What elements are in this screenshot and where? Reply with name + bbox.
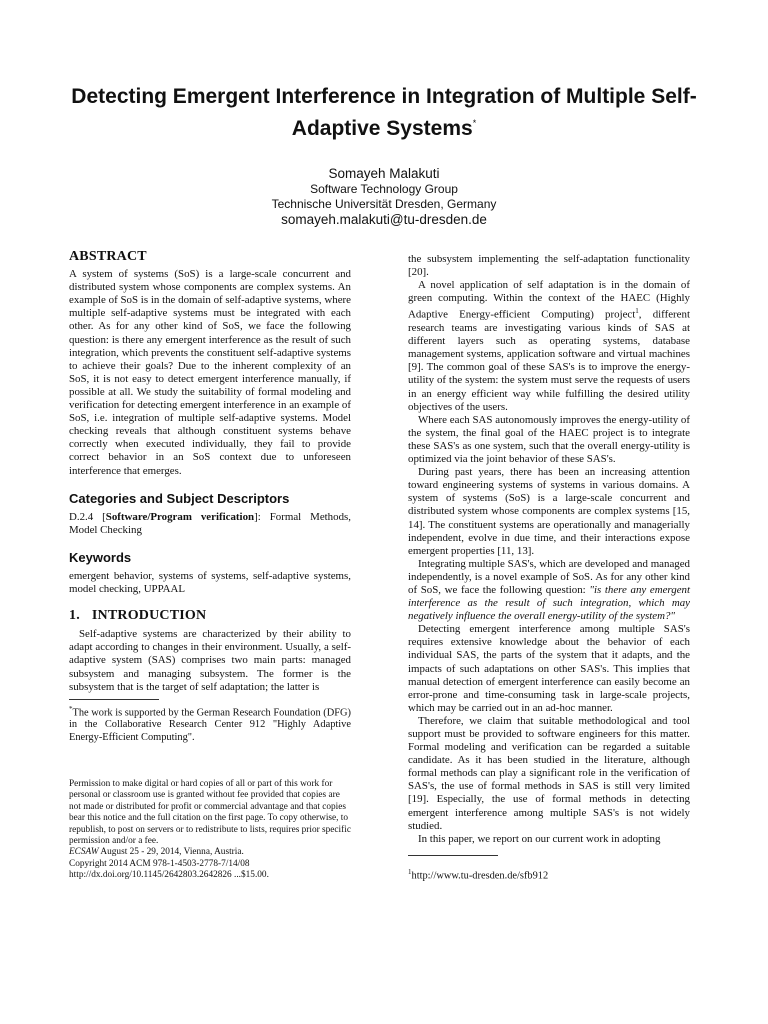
paper-title-text: Detecting Emergent Interference in Integration of Multiple Self-Adaptive Systems [71, 85, 697, 140]
categories-heading: Categories and Subject Descriptors [69, 490, 290, 506]
categories-code: D.2.4 [ [69, 510, 106, 523]
intro-title: INTRODUCTION [91, 608, 207, 624]
intro-paragraph-1: Self-adaptive systems are characterized by their ability to adapt according to changes in their environment. Usually, a self-adaptive system (SAS) comprises two main parts: managed subsystem and managing subsystem. The former is the subsystem that is the target of self adaptation; the latter is [69, 628, 351, 693]
paper-title [40, 84, 728, 142]
right-paragraph-4: During past years, there has been an increasing attention toward engineering systems of systems in various domains. A system of systems (SoS) is a large-scale concurrent and distributed system whose components are complex systems [15, 14]. The constituent systems are operationally and managerially independent, evolve in due time, and their interactions expose emergent properties [11, 13]. [408, 466, 690, 557]
author-email[interactable]: somayeh.malakuti@tu-dresden.de [281, 212, 487, 227]
venue-name: ECSAW [69, 847, 99, 858]
permission-doi[interactable]: http://dx.doi.org/10.1145/2642803.2642826 ...$15.00. [69, 870, 269, 881]
footnote-star-mark: * [69, 704, 73, 713]
right-p2-fnref[interactable]: 1 [635, 307, 639, 316]
author-name: Somayeh Malakuti [328, 166, 440, 181]
right-p5-quote: "is there any emergent interference as the result of such integration, which may negatively influence the overall energy-utility of the system?" [408, 583, 690, 623]
right-p2-b: , different research teams are investigating various kinds of SAS at different layers such as operating systems, database management systems, application software and virtual machines [9]. The common goal of these SAS's is to improve the energy-utility of the system: the system must serve the requests of users in an energy efficient way while fulfilling the desired utility objectives of the users. [408, 309, 690, 413]
right-paragraph-1: the subsystem implementing the self-adaptation functionality [20]. [408, 253, 690, 279]
right-paragraph-2 [408, 279, 690, 414]
abstract-text: A system of systems (SoS) is a large-scale concurrent and distributed system whose components are complex systems. An example of SoS is in the domain of self-adaptive systems, where multiple self-adaptive systems must be integrated with each other. As for any other kind of SoS, we face the following question: is there any emergent interference as the result of such integration, which prevents the constituent self-adaptive systems to achieve their goals? Due to the inherent complexity of an SoS, it is not easy to detect emergent interference manually, if possible at all. We study the suitability of formal modeling and verification for detecting emergent interference in an example of SoS, i.e. integration of multiple self-adaptive systems. Model checking reveals that although constituent systems behave correctly when executed individually, they fail to provide correct behavior in an SoS context due to unforeseen interference that emerges. [69, 268, 351, 477]
right-footnote-rule [408, 855, 498, 856]
right-paragraph-7: Therefore, we claim that suitable methodological and tool support must be provided to software engineers for this matter. Formal modeling and verification can be regarded a suitable candidate. As it has been studied in the literature, although formal methods can play a significant role in the verification of SAS's, the use of formal methods in SAS is still very limited [19]. Especially, the use of formal methods in detecting emergent interference among multiple SAS's is not widely studied. [408, 714, 690, 832]
intro-heading [69, 609, 351, 622]
permission-copyright: Copyright 2014 ACM 978-1-4503-2778-7/14/08 [69, 858, 250, 869]
abstract-heading: ABSTRACT [69, 249, 147, 264]
footnote-star [69, 703, 351, 744]
author-block [0, 165, 768, 228]
title-footnote-mark: * [472, 118, 477, 128]
footnote-1-mark: 1 [408, 868, 412, 877]
footnote-rule [69, 699, 159, 700]
right-paragraph-6: Detecting emergent interference among multiple SAS's requires extensive knowledge about the behavior of each individual SAS, the parts of the system that it adapts, and the impacts of such adaptations on other SAS's. This implies that manual detection of emergent interference can easily become an error-prone and time-consuming task in large-scale projects, which may be carried out in an ad-hoc manner. [408, 623, 690, 714]
left-column [69, 250, 351, 744]
right-paragraph-5 [408, 558, 690, 623]
author-institution: Technische Universität Dresden, Germany [271, 196, 497, 211]
footnote-1 [408, 866, 690, 883]
venue-details: August 25 - 29, 2014, Vienna, Austria. [98, 847, 244, 858]
right-p2-a: A novel application of self adaptation is in the domain of green computing. Within the context of the HAEC (Highly Adaptive Energy-efficient Computing) project [408, 279, 690, 321]
permission-text: Permission to make digital or hard copies of all or part of this work for personal or classroom use is granted without fee provided that copies are not made or distributed for profit or commercial advantage and that copies bear this notice and the full citation on the first page. To copy otherwise, to republish, to post on servers or to redistribute to lists, requires prior specific permission and/or a fee. [69, 779, 351, 847]
intro-number: 1. [69, 608, 80, 624]
permission-block [69, 779, 351, 882]
categories-bold: Software/Program verification [105, 510, 255, 523]
right-paragraph-3: Where each SAS autonomously improves the energy-utility of the system, the final goal of the HAEC project is to integrate these SAS's as one system, such that the overall energy-utility is optimized via the joint behavior of these SAS's. [408, 413, 690, 466]
right-paragraph-8: In this paper, we report on our current work in adopting [418, 832, 661, 845]
right-p5-a: Integrating multiple SAS's, which are developed and managed independently, is a novel example of SoS. As for any other kind of SoS, we face the following question: [408, 557, 690, 596]
permission-venue [69, 847, 351, 858]
author-group: Software Technology Group [310, 182, 458, 196]
footnote-1-url[interactable]: http://www.tu-dresden.de/sfb912 [411, 870, 549, 882]
categories-rest: ]: Formal Methods, Model Checking [69, 510, 351, 536]
keywords-heading: Keywords [69, 549, 132, 565]
categories-text [69, 511, 351, 537]
right-column [408, 253, 690, 846]
footnote-star-text: The work is supported by the German Research Foundation (DFG) in the Collaborative Research Center 912 "Highly Adaptive Energy-Efficient Computing". [69, 707, 351, 743]
right-footnote-block [408, 855, 690, 893]
keywords-text: emergent behavior, systems of systems, self-adaptive systems, model checking, UPPAAL [69, 569, 351, 596]
